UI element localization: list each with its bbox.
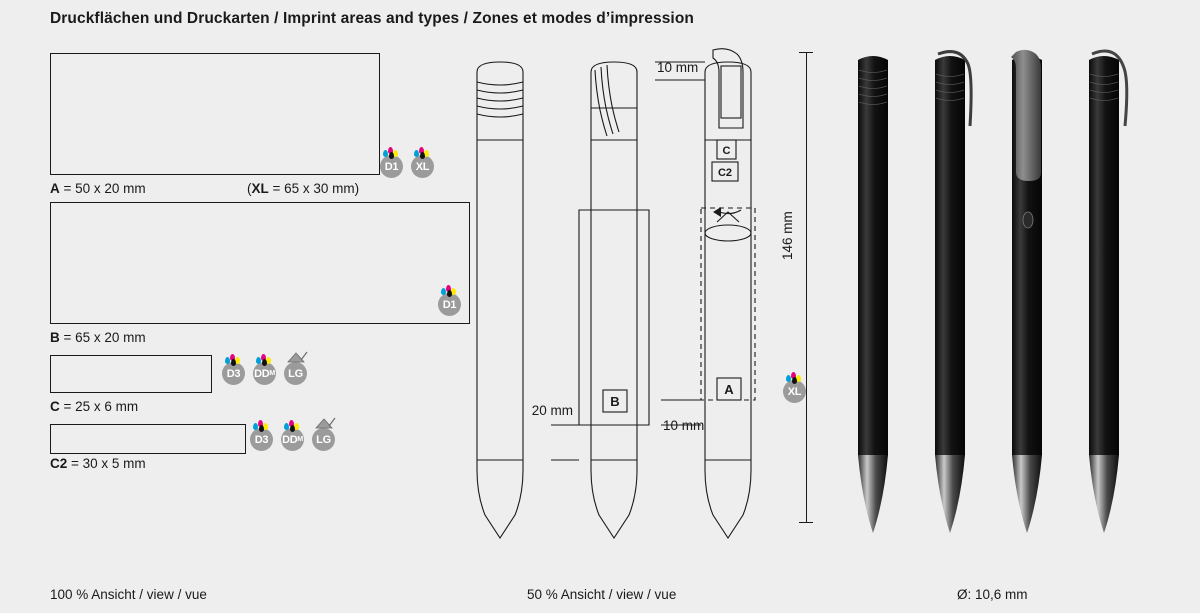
badge-lg-label: LG: [288, 367, 303, 380]
badge-dd-label: DD: [254, 367, 270, 380]
badge-d1-label: D1: [384, 160, 399, 173]
badge-xl: [411, 155, 434, 178]
badge-group-xl-pen: [783, 380, 813, 410]
badge-d3-label: D3: [254, 433, 269, 446]
cmyk-drops-icon: [223, 353, 245, 365]
svg-text:C2: C2: [717, 167, 733, 179]
badge-lg-label: LG: [316, 433, 331, 446]
area-c2-caption: [50, 456, 146, 471]
pad-print-icon: [284, 351, 308, 365]
badge-dd-sup: M: [297, 436, 303, 443]
badge-d3: [250, 428, 273, 451]
badge-dd-sup: M: [269, 370, 275, 377]
badge-xl-label: XL: [787, 385, 802, 398]
badge-dd: [281, 428, 304, 451]
total-height-tick-top: [799, 52, 813, 53]
svg-text:C: C: [722, 145, 731, 157]
badge-dd-label: DD: [282, 433, 298, 446]
badge-xl-label: XL: [415, 160, 430, 173]
dim-total-height: 146 mm: [780, 211, 795, 260]
dim-clip-top: 10 mm: [657, 60, 699, 75]
area-b-size: = 65 x 20 mm: [59, 330, 146, 345]
total-height-dim-line: [806, 52, 807, 522]
area-a-xl-key: XL: [251, 181, 269, 196]
area-c2-key: C2: [50, 456, 68, 471]
area-a-key: A: [50, 181, 60, 196]
badge-dd: [253, 362, 276, 385]
svg-text:A: A: [724, 382, 734, 397]
footer-right: Ø: 10,6 mm: [957, 587, 1028, 602]
page-title: Druckflächen und Druckarten / Imprint areas and types / Zones et modes d’impression: [50, 10, 694, 27]
footer-center: 50 % Ansicht / view / vue: [527, 587, 677, 602]
area-a-xl-caption: (XL = 65 x 30 mm): [247, 181, 360, 196]
area-b-key: B: [50, 330, 60, 345]
area-c-key: C: [50, 399, 60, 414]
pad-print-icon: [312, 417, 336, 431]
cmyk-drops-icon: [254, 353, 276, 365]
pen-render-1: [858, 56, 888, 533]
badge-d1-label: D1: [442, 298, 457, 311]
badge-lg: [284, 362, 307, 385]
badge-group-a: [380, 155, 450, 185]
badge-group-c: [222, 362, 332, 392]
imprint-area-c2-box: [50, 424, 246, 454]
pen-renderings: [840, 40, 1160, 550]
cmyk-drops-icon: [282, 419, 304, 431]
badge-d3-label: D3: [226, 367, 241, 380]
area-a-size: = 50 x 20 mm: [59, 181, 146, 196]
pen-render-4: [1089, 51, 1127, 533]
pen-line-drawings: [455, 40, 815, 550]
total-height-tick-bottom: [799, 522, 813, 523]
imprint-area-c-box: [50, 355, 212, 393]
cmyk-drops-icon: [381, 146, 403, 158]
area-a-caption: [50, 181, 146, 196]
pen-render-3: [1011, 50, 1042, 533]
svg-text:20 mm: 20 mm: [531, 403, 573, 418]
area-c-caption: [50, 399, 138, 414]
area-c-size: = 25 x 6 mm: [59, 399, 139, 414]
area-c2-size: = 30 x 5 mm: [67, 456, 146, 471]
dim-a-offset: 10 mm: [663, 418, 705, 433]
cmyk-drops-icon: [251, 419, 273, 431]
badge-xl: [783, 380, 806, 403]
pen-render-2: [935, 52, 971, 533]
badge-d1: [380, 155, 403, 178]
badge-lg: [312, 428, 335, 451]
imprint-area-b-box: [50, 202, 470, 324]
svg-text:B: B: [610, 394, 620, 409]
footer-left: 100 % Ansicht / view / vue: [50, 587, 207, 602]
cmyk-drops-icon: [412, 146, 434, 158]
cmyk-drops-icon: [784, 371, 806, 383]
badge-d3: [222, 362, 245, 385]
imprint-area-a-box: [50, 53, 380, 175]
area-b-caption: [50, 330, 146, 345]
badge-group-c2: [250, 428, 360, 458]
